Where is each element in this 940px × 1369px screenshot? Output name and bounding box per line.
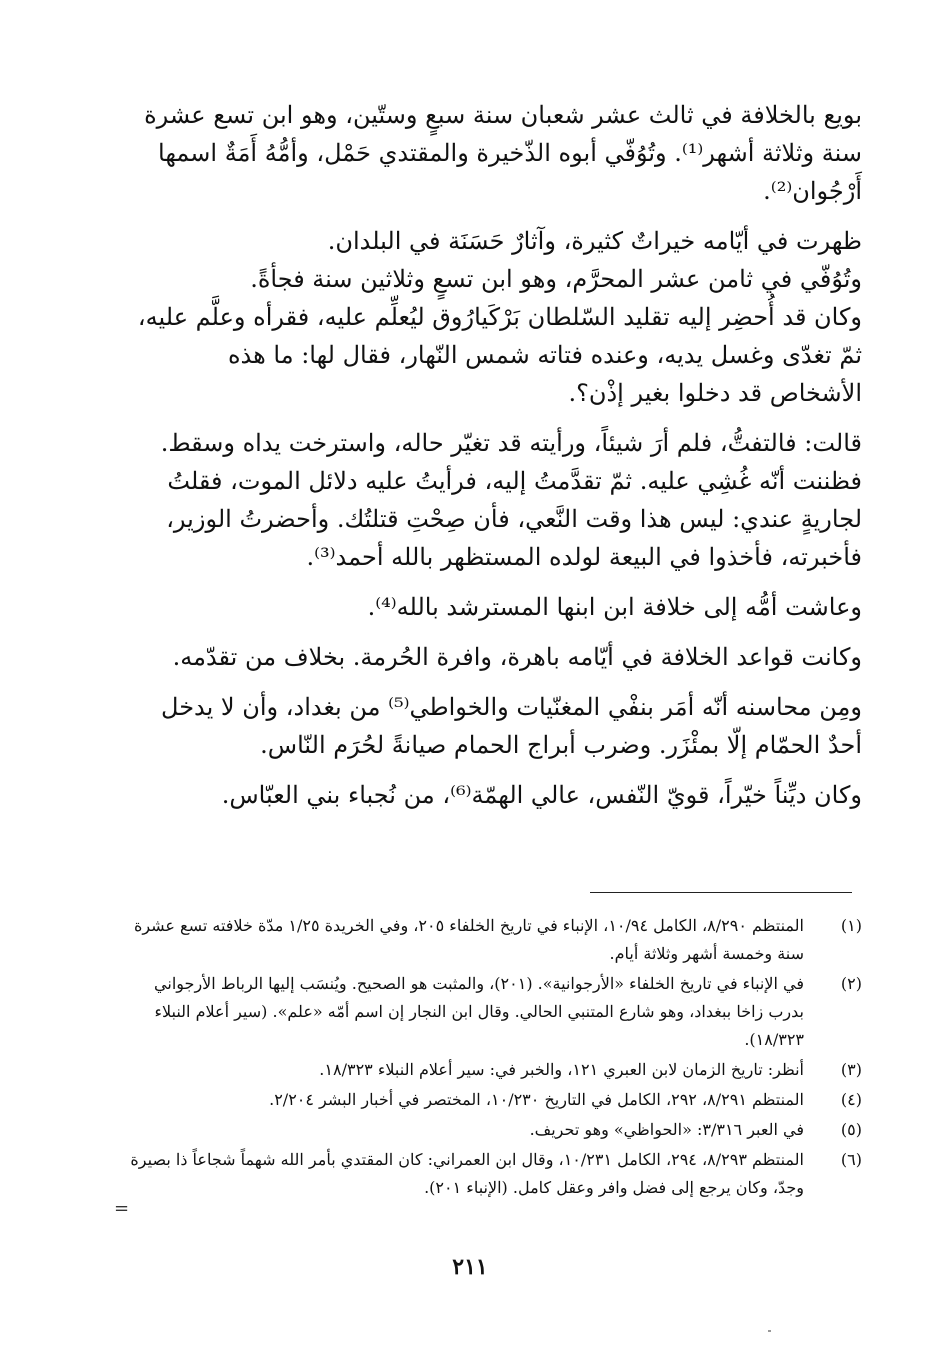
footnote-number: (٦): [840, 1150, 862, 1169]
paragraph: وكانت قواعد الخلافة في أيّامه باهرة، وافرة الحُرمة. بخلاف من تقدّمه.: [172, 643, 862, 671]
paragraph: بويع بالخلافة في ثالث عشر شعبان سنة سبعٍ وستّين، وهو ابن تسع عشرة سنة وثلاثة أشهر⁽¹⁾. وتُوُفّي أبوه الذّخيرة والمقتدي حَمْل، وأمُّهُ أَمَةٌ اسمها أَرْجُوان⁽²⁾.: [144, 101, 862, 205]
footnote-text: أنظر: تاريخ الزمان لابن العبري ١٢١، والخبر في: سير أعلام النبلاء ١٨/٣٢٣.: [319, 1060, 804, 1079]
footnote-text: المنتظم ٨/٢٩٠، الكامل ١٠/٩٤، الإنباء في تاريخ الخلفاء ٢٠٥، وفي الخريدة ١/٢٥ مدّة خلافته تسع عشرة سنة وخمسة أشهر وثلاثة أيام.: [133, 916, 804, 963]
footnotes: [130, 912, 862, 1204]
footnote-number: (٥): [840, 1120, 862, 1139]
footnote-text: في الإنباء في تاريخ الخلفاء «الأرجوانية». (٢٠١)، والمثبت هو الصحيح. ويُنسَب إليها الرباط الأرجواني بدرب زاخا ببغداد، وهو شارع المتنبي الحالي. وقال ابن النجار إن اسم أمّه «علم». (سير أعلام النبلاء ١٨/٣٢٣).: [154, 974, 804, 1049]
paragraph: وكان ديِّناً خيّراً، قويّ النّفس، عالي الهمّة⁽⁶⁾، من نُجباء بني العبّاس.: [221, 781, 862, 809]
paragraph: وتُوُفّي في ثامن عشر المحرَّم، وهو ابن تسعٍ وثلاثين سنة فجأةً.: [250, 265, 862, 293]
footnote-number: (٤): [840, 1090, 862, 1109]
footnote: [130, 1086, 862, 1114]
footnote: [130, 970, 862, 1054]
paragraph: ومِن محاسنه أنّه أمَر بنفْي المغنّيات والخواطي⁽⁵⁾ من بغداد، وأن لا يدخل أحدٌ الحمّام إلّا بمئْزَر. وضرب أبراج الحمام صيانةً لحُرَم النّاس.: [161, 693, 862, 759]
footnote-text: المنتظم ٨/٢٩٣، ٢٩٤، الكامل ١٠/٢٣١، وقال ابن العمراني: كان المقتدي بأمر الله شهماً شجاعاً ذا بصيرة وجدّ، وكان يرجع إلى فضل وافر وعقل كامل. (الإنباء ٢٠١).: [130, 1150, 804, 1197]
footnote-number: (٣): [840, 1060, 862, 1079]
paragraph: قالت: فالتفتُّ، فلم أرَ شيئاً، ورأيته قد تغيّر حاله، واسترخت يداه وسقط. فظننت أنّه غُشِي عليه. ثمّ تقدَّمتُ إليه، فرأيتُ عليه دلائل الموت، فقلتُ لجاريةٍ عندي: ليس هذا وقت النَّعي، فأن صِحْتِ قتلتُك. وأحضرتُ الوزير، فأخبرته، فأخذوا في البيعة لولده المستظهر بالله أحمد⁽³⁾.: [160, 429, 862, 571]
margin-mark: =: [114, 1198, 130, 1219]
footnote-number: (٢): [840, 974, 862, 993]
footnote-number: (١): [840, 916, 862, 935]
paragraph: وعاشت أمُّه إلى خلافة ابن ابنها المسترشد بالله⁽⁴⁾.: [367, 593, 862, 621]
footnote-text: المنتظم ٨/٢٩١، ٢٩٢، الكامل في التاريخ ١٠/٢٣٠، المختصر في أخبار البشر ٢/٢٠٤.: [269, 1090, 804, 1109]
footnote: [130, 1116, 862, 1144]
paragraph: ظهرت في أيّامه خيراتٌ كثيرة، وآثارٌ حَسَنَة في البلدان.: [327, 227, 862, 255]
page-number: ٢١١: [452, 1254, 488, 1280]
footnote: [130, 1056, 862, 1084]
footnote-separator: [590, 892, 852, 893]
footnote: [130, 912, 862, 968]
paragraph: وكان قد أُحضِر إليه تقليد السّلطان بَرْكَيارُوق ليُعلِّم عليه، فقرأه وعلَّم عليه، ثمّ تغدّى وغسل يديه، وعنده فتاته شمس النّهار، فقال لها: ما هذه الأشخاص قد دخلوا بغير إذْن؟.: [137, 303, 862, 407]
scan-speck: [768, 1330, 771, 1332]
main-text: [130, 96, 862, 826]
footnote-text: في العبر ٣/٣١٦: «الحواظي» وهو تحريف.: [529, 1120, 804, 1139]
footnote: [130, 1146, 862, 1202]
